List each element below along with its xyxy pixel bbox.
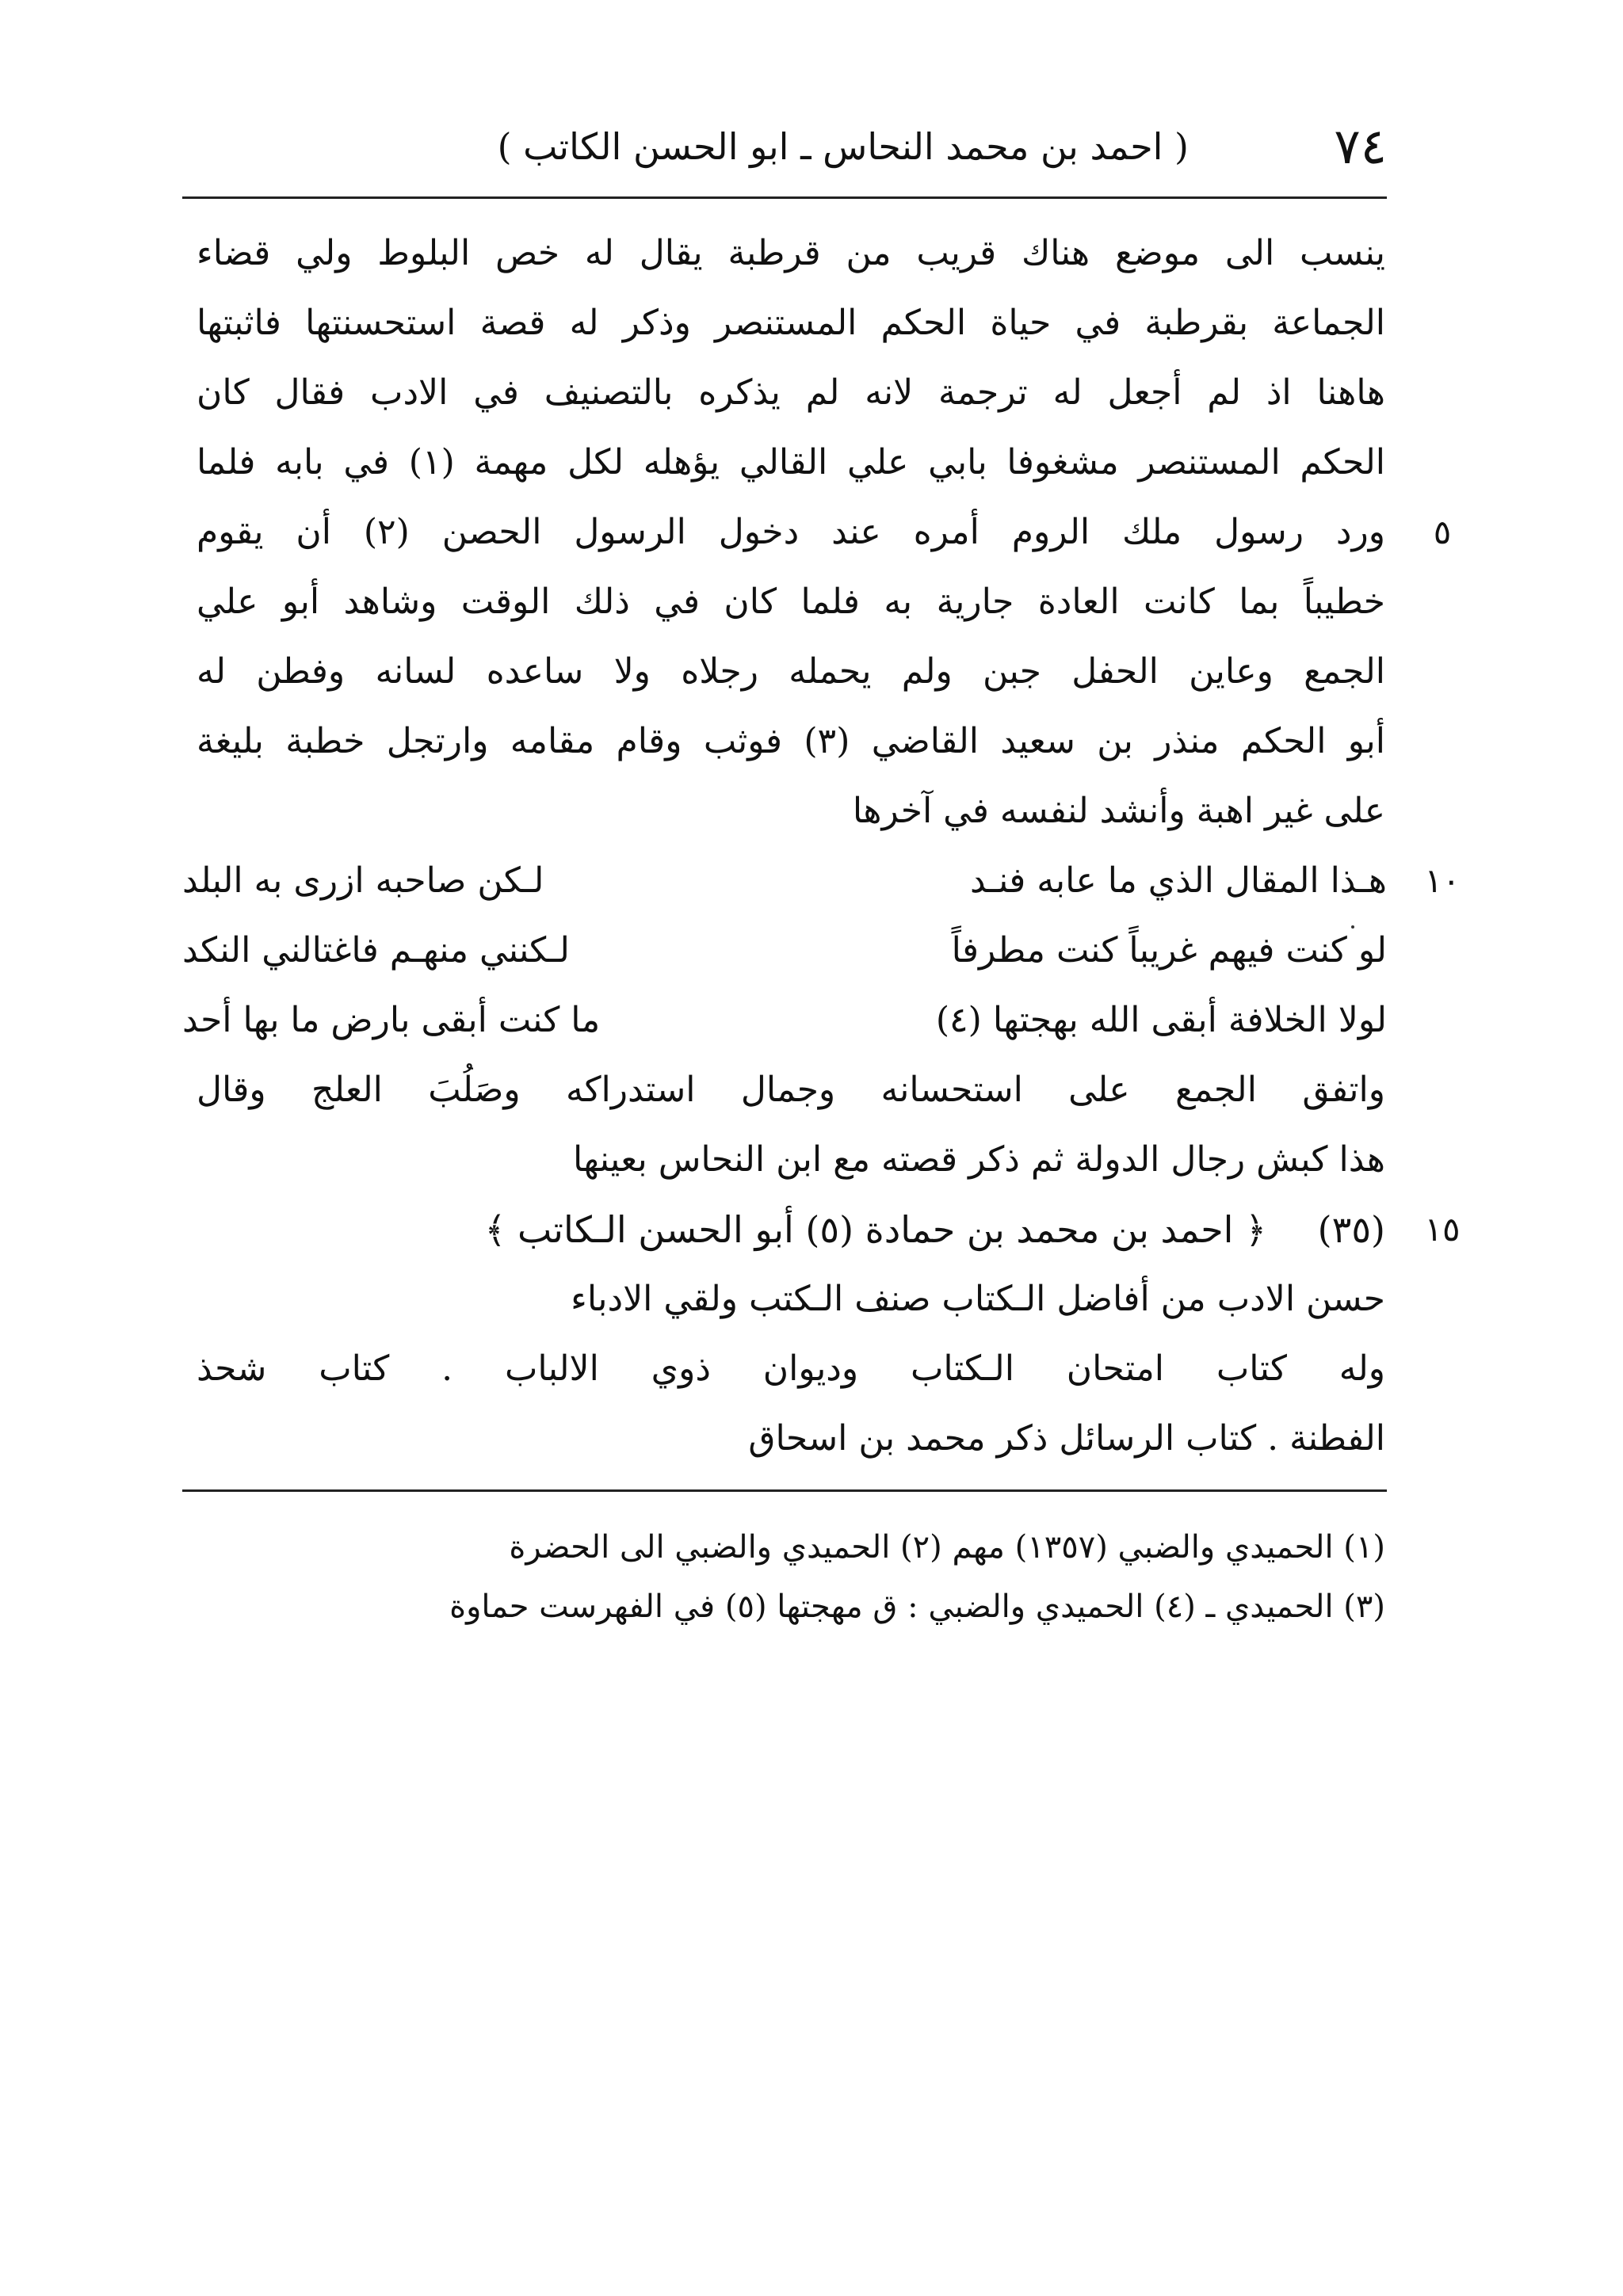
- body-line-2: الجماعة بقرطبة في حياة الحكم المستنصر وذكر له قصة استحسنتها فاثبتها: [197, 303, 1385, 343]
- line-number-10: ١٠: [1424, 861, 1461, 900]
- line-number-5: ٥: [1433, 513, 1452, 551]
- entry-line-1: حسن الادب من أفاضل الـكتاب صنف الـكتب ولقي الادباء: [571, 1279, 1385, 1319]
- body-line-5: ورد رسول ملك الروم أمره عند دخول الرسول الحصن (٢) أن يقوم: [197, 512, 1385, 552]
- footnote-rule: [182, 1489, 1387, 1492]
- verse-2-second-hemistich: لـكنني منهـم فاغتالني النكد: [182, 930, 570, 971]
- verse-3: [182, 997, 1387, 1044]
- verse-1-first-hemistich: هـذا المقال الذي ما عابه فنـد: [970, 860, 1387, 901]
- after-line-1: واتفق الجمع على استحسانه وجمال استدراكه وصَلُبَ العلج وقال: [197, 1070, 1385, 1110]
- footnote-line-2: (٣) الحميدي ـ (٤) الحميدي والضبي : ق مهجتها (٥) في الفهرست حماوة: [449, 1589, 1385, 1625]
- footnote-line-1: (١) الحميدي والضبي (١٣٥٧) مهم (٢) الحميدي والضبي الى الحضرة: [509, 1529, 1385, 1566]
- line-number-15: ١٥: [1424, 1210, 1461, 1249]
- entry-number: (٣٥): [1317, 1208, 1385, 1251]
- body-line-1: ينسب الى موضع هناك قريب من قرطبة يقال له خص البلوط ولي قضاء: [197, 233, 1385, 273]
- page-header: [182, 111, 1387, 182]
- scan-speck: [1351, 925, 1354, 929]
- body-line-9: على غير اهبة وأنشد لنفسه في آخرها: [852, 791, 1385, 831]
- after-line-2: هذا كبش رجال الدولة ثم ذكر قصته مع ابن النحاس بعينها: [573, 1139, 1385, 1180]
- entry-heading: [197, 1206, 1385, 1253]
- header-rule: [182, 196, 1387, 199]
- verse-2: [182, 927, 1387, 974]
- verse-3-second-hemistich: ما كنت أبقى بارض ما بها أحد: [182, 1000, 601, 1040]
- entry-line-3: الفطنة . كتاب الرسائل ذكر محمد بن اسحاق: [748, 1418, 1385, 1459]
- body-line-8: أبو الحكم منذر بن سعيد القاضي (٣) فوثب وقام مقامه وارتجل خطبة بليغة: [197, 721, 1385, 761]
- body-line-7: الجمع وعاين الحفل جبن ولم يحمله رجلاه ولا ساعده لسانه وفطن له: [197, 651, 1386, 692]
- entry-line-2: وله كتاب امتحان الـكتاب وديوان ذوي الالباب . كتاب شحذ: [197, 1348, 1385, 1389]
- body-line-3: هاهنا اذ لم أجعل له ترجمة لانه لم يذكره بالتصنيف في الادب فقال كان: [197, 372, 1385, 413]
- body-line-4: الحكم المستنصر مشغوفا بابي علي القالي يؤهله لكل مهمة (١) في بابه فلما: [197, 442, 1385, 482]
- verse-1-second-hemistich: لـكن صاحبه ازرى به البلد: [182, 860, 544, 901]
- verse-3-first-hemistich: لولا الخلافة أبقى الله بهجتها (٤): [935, 1000, 1387, 1040]
- entry-title: ﴿ احمد بن محمد بن حمادة (٥) أبو الحسن الـكاتب ﴾: [484, 1208, 1267, 1251]
- page-number: ٧٤: [1334, 117, 1387, 175]
- verse-1: [182, 857, 1387, 905]
- body-line-6: خطيباً بما كانت العادة جارية به فلما كان في ذلك الوقت وشاهد أبو علي: [197, 582, 1385, 622]
- running-title: ( احمد بن محمد النحاس ـ ابو الحسن الكاتب ): [497, 125, 1189, 168]
- verse-2-first-hemistich: لو كنت فيهم غريباً كنت مطرفاً: [951, 930, 1387, 971]
